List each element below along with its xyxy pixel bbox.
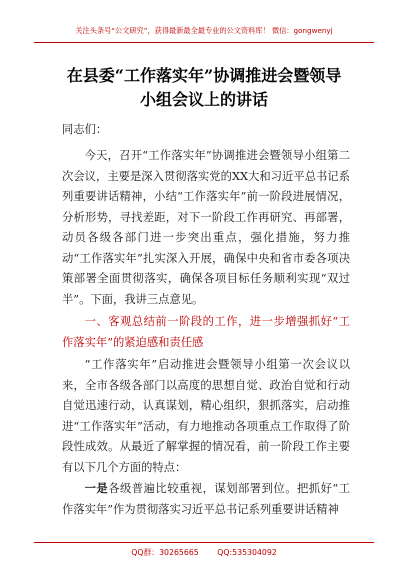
section-heading-1: 一、客观总结前一阶段的工作，进一步增强抓好“工作落实年”的紧迫感和责任感 xyxy=(62,315,350,349)
point-lead: 一是 xyxy=(84,481,109,495)
page-title xyxy=(40,64,368,112)
header-note: 关注头条号“公文研究”，获得最新最全最专业的公文资料库！ 微信：gongwenyj xyxy=(34,22,374,43)
footer-note xyxy=(34,542,374,558)
paragraph-intro: 今天，召开“工作落实年”协调推进会暨领导小组第二次会议，主要是深入贯彻落实党的XX大和习近平总书记系列重要讲话精神，小结“工作落实年”前一阶段进展情况，分析形势，寻找差距，对下一阶段工作再研究、再部署，动员各级各部门进一步突出重点，强化措施，努力推动“工作落实年”扎实深入开展，确保中央和省市委各项决策部署全面贯彻落实，确保各项目标任务顺利实现“双过半”。下面，我讲三点意见。 xyxy=(62,149,350,306)
footer-qq: QQ:535304092 xyxy=(217,548,277,557)
point-text: 各级普遍比较重视，谋划部署到位。把抓好“工作落实年”作为贯彻落实习近平总书记系列重要讲话精神 xyxy=(62,482,350,516)
title-line-1: 在县委“工作落实年”协调推进会暨领导 xyxy=(66,66,342,85)
document-body xyxy=(62,120,350,520)
salutation: 同志们： xyxy=(62,123,108,136)
paragraph-point-1 xyxy=(62,478,350,520)
paragraph-summary: “工作落实年”启动推进会暨领导小组第一次会议以来，全市各级各部门以高度的思想自觉、政治自觉和行动自觉迅速行动，认真谋划，精心组织，狠抓落实，启动推进“工作落实年”活动，有力地推动各项重点工作取得了阶段性成效。从最近了解掌握的情况看，前一阶段工作主要有以下几个方面的特点： xyxy=(62,358,350,474)
footer-qq-group: QQ群：30265665 xyxy=(131,548,199,557)
title-line-2: 小组会议上的讲话 xyxy=(139,90,268,109)
